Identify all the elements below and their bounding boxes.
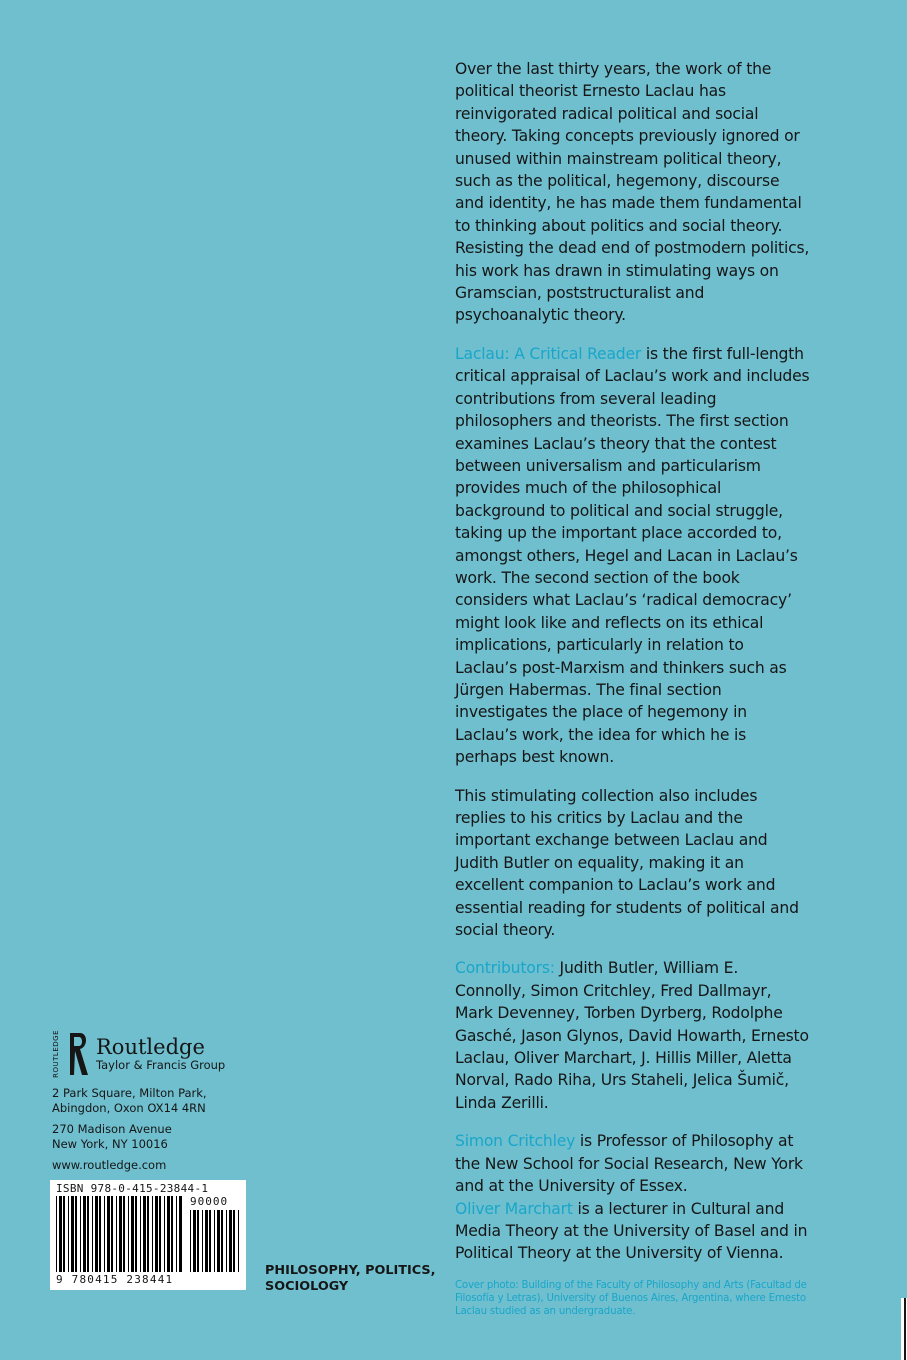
barcode-bar [221,1210,223,1272]
barcode-bar [95,1196,98,1272]
barcode-bar [190,1210,191,1272]
address-us [52,1122,272,1152]
blurb-column [455,58,810,1318]
barcode-bar [104,1196,105,1272]
barcode-bar [205,1210,208,1272]
barcode-bar [99,1196,101,1272]
barcode-bar [59,1196,62,1272]
barcode-bar [152,1196,153,1272]
address-line: 270 Madison Avenue [52,1122,172,1136]
barcode-bar [123,1196,125,1272]
barcode-bar [229,1210,232,1272]
contributors-label: Contributors: [455,959,555,978]
barcode-bar [131,1196,134,1272]
publisher-block [52,1030,272,1173]
editor-bio: is a lecturer in Cultural and Media Theory at the University of Basel and in Political Theory at the University of Vienna. [455,1199,808,1263]
barcode-bar [155,1196,158,1272]
barcode-bar [233,1210,235,1272]
editor-name: Simon Critchley [455,1132,576,1151]
barcode-bar [56,1196,57,1272]
logo-wordmark [96,1036,225,1072]
barcode-bar [116,1196,117,1272]
publisher-url[interactable]: www.routledge.com [52,1158,167,1172]
barcode-bar [80,1196,81,1272]
address-line: Abingdon, Oxon OX14 4RN [52,1101,206,1115]
corner-stripes-decoration [897,1298,907,1360]
barcode-bar [83,1196,86,1272]
barcode-bar [128,1196,129,1272]
price-code: 90000 [190,1195,229,1208]
barcode-bar [63,1196,65,1272]
barcode-bar [119,1196,122,1272]
subject-line: PHILOSOPHY, POLITICS, [265,1263,436,1278]
barcode-bar [238,1210,239,1272]
blurb-paragraph-reader [455,343,810,769]
barcode-bar [143,1196,146,1272]
logo-vertical-text: ROUTLEDGE [52,1030,60,1078]
barcode-bar [164,1196,165,1272]
editor-name: Oliver Marchart [455,1199,573,1218]
barcode-bar [147,1196,149,1272]
routledge-r-icon [66,1031,90,1077]
barcode-bar [193,1210,196,1272]
barcode-bar [111,1196,113,1272]
barcode [50,1180,246,1290]
barcode-bar [159,1196,161,1272]
barcode-bar [202,1210,203,1272]
editor-bio: is Professor of Philosophy at the New School for Social Research, New York and at the University of Essex. [455,1132,803,1196]
ean-barcode-icon [56,1196,182,1272]
blurb-paragraph-intro: Over the last thirty years, the work of the political theorist Ernesto Laclau has reinvigorated radical political and social theory. Taking concepts previously ignored or unused within mainstream political theory, such as the political, hegemony, discourse and identity, he has made them fundamental to thinking about politics and social theory. Resisting the dead end of postmodern politics, his work has drawn in stimulating ways on Gramscian, poststructuralist and psychoanalytic theory. [455,60,810,325]
barcode-bar [209,1210,211,1272]
barcode-bar [226,1210,227,1272]
barcode-bar [135,1196,137,1272]
book-title: Laclau: A Critical Reader [455,344,642,363]
publisher-logo [52,1030,272,1078]
address-line: 2 Park Square, Milton Park, [52,1086,207,1100]
barcode-bar [171,1196,173,1272]
blurb-paragraph-collection: This stimulating collection also includes replies to his critics by Laclau and the important exchange between Laclau and Judith Butler on equality, making it an excellent companion to Laclau’s work and essential reading for students of political and social theory. [455,786,799,940]
barcode-bar [217,1210,220,1272]
barcode-bar [197,1210,199,1272]
barcode-bar [75,1196,77,1272]
address-line: New York, NY 10016 [52,1137,168,1151]
cover-photo-credit: Cover photo: Building of the Faculty of Philosophy and Arts (Facultad de Filosofía y Letras), University of Buenos Aires, Argentina, where Ernesto Laclau studied as an undergraduate. [455,1279,807,1317]
barcode-bar [92,1196,93,1272]
barcode-bar [107,1196,110,1272]
barcode-bar [167,1196,170,1272]
barcode-bar [68,1196,69,1272]
barcode-bar [179,1196,182,1272]
reader-description: is the first full-length critical appraisal of Laclau’s work and includes contributions from several leading philosophers and theorists. The first section examines Laclau’s theory that the contest between universalism and particularism provides much of the philosophical background to political and social struggle, taking up the important place accorded to, amongst others, Hegel and Lacan in Laclau’s work. The second section of the book considers what Laclau’s ‘radical democracy’ might look like and reflects on its ethical implications, particularly in relation to Laclau’s post-Marxism and thinkers such as Jürgen Habermas. The final section investigates the place of hegemony in Laclau’s work, the idea for which he is perhaps best known. [455,344,810,767]
barcode-bar [214,1210,215,1272]
isbn-text: ISBN 978-0-415-23844-1 [56,1182,209,1195]
editors-paragraph [455,1130,810,1264]
publisher-name: Routledge [96,1035,205,1059]
barcode-bar [87,1196,89,1272]
contributors-paragraph [455,957,810,1114]
address-uk [52,1086,272,1116]
publisher-group: Taylor & Francis Group [96,1058,226,1072]
barcode-bar [176,1196,177,1272]
subject-category [265,1263,435,1295]
barcode-bar [140,1196,141,1272]
barcode-bar [71,1196,74,1272]
price-barcode-icon [190,1210,240,1272]
ean-digits: 9 780415 238441 [56,1273,174,1286]
contributors-list: Judith Butler, William E. Connolly, Simon Critchley, Fred Dallmayr, Mark Devenney, Torben Dyrberg, Rodolphe Gasché, Jason Glynos, David Howarth, Ernesto Laclau, Oliver Marchart, J. Hillis Miller, Aletta Norval, Rado Riha, Urs Staheli, Jelica Šumič, Linda Zerilli. [455,959,809,1112]
subject-line: SOCIOLOGY [265,1279,349,1294]
